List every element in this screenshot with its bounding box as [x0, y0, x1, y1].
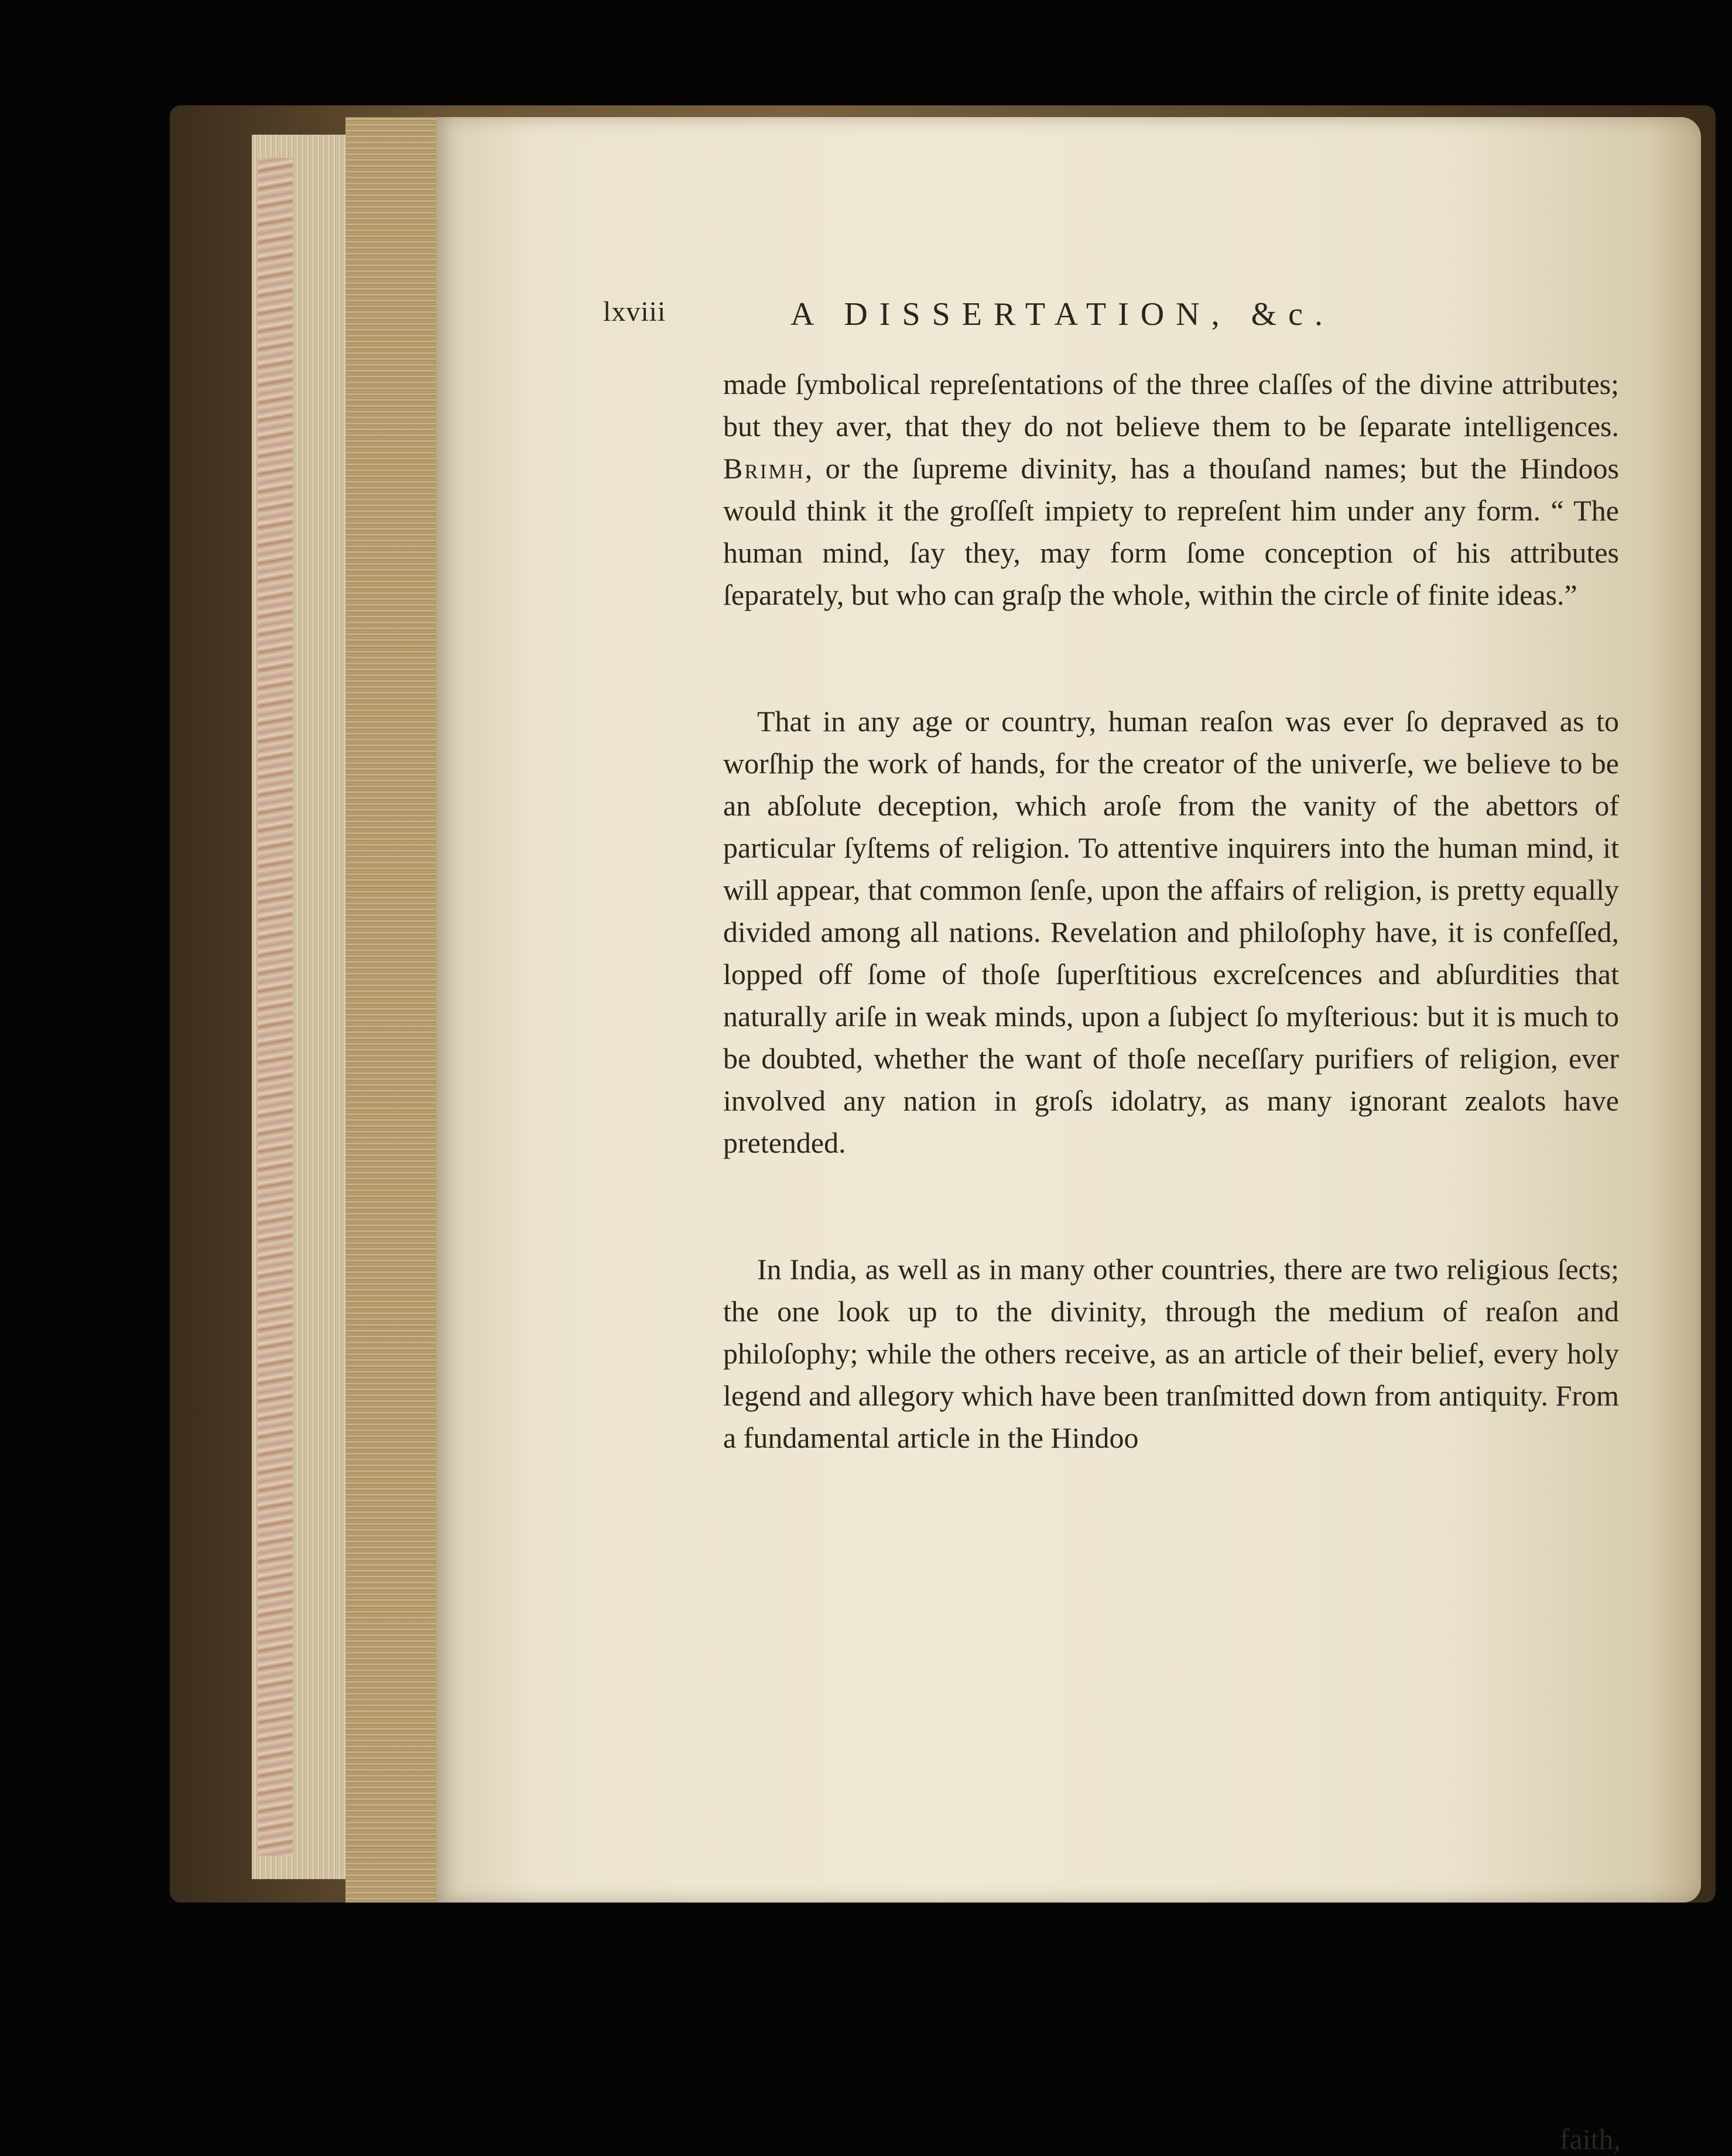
page-number: lxviii — [603, 296, 666, 327]
catchword: faith, — [1559, 2123, 1621, 2155]
paragraph-text: made ſymbolical repreſentations of the three claſſes of the divine attributes; but they aver, that they do not believe them to be ſeparate intelligences. — [723, 368, 1619, 443]
paragraph-text: , or the ſupreme divinity, has a thouſand names; but the Hindoos would think it the groſſeſt impiety to repreſent him under any form. “ The human mind, ſay they, may form ſome conception of his attributes ſeparately, but who can graſp the whole, within the circle of finite ideas.” — [723, 452, 1619, 611]
paragraph-gap — [723, 616, 1619, 700]
marbled-endpaper — [258, 158, 293, 1856]
gilt-page-edge — [345, 117, 439, 1903]
paragraph: That in any age or country, human reaſon was ever ſo depraved as to worſhip the work of hands, for the creator of the univerſe, we believe to be an abſolute deception, which aroſe from the vanity of the abettors of particular ſyſtems of religion. To attentive inquirers into the human mind, it will appear, that common ſenſe, upon the affairs of religion, is pretty equally divided among all nations. Revelation and philoſophy have, it is confeſſed, lopped off ſome of thoſe ſuperſtitious excreſcences and abſurdities that naturally ariſe in weak minds, upon a ſubject ſo myſterious: but it is much to be doubted, whether the want of thoſe neceſſary purifiers of religion, ever involved any nation in groſs idolatry, as many ignorant zealots have pretended. — [723, 705, 1619, 1159]
small-caps-name: Brimh — [723, 452, 805, 485]
paragraph-gap — [723, 1164, 1619, 1248]
paragraph-continued — [723, 363, 1619, 616]
running-title: A DISSERTATION, &c. — [790, 296, 1335, 333]
running-head — [603, 296, 1458, 337]
page-body — [723, 363, 1619, 1459]
paragraph: In India, as well as in many other countries, there are two religious ſects; the one look up to the divinity, through the medium of reaſon and philoſophy; while the others receive, as an article of their belief, every holy legend and allegory which have been tranſmitted down from antiquity. From a fundamental article in the Hindoo — [723, 1253, 1619, 1454]
